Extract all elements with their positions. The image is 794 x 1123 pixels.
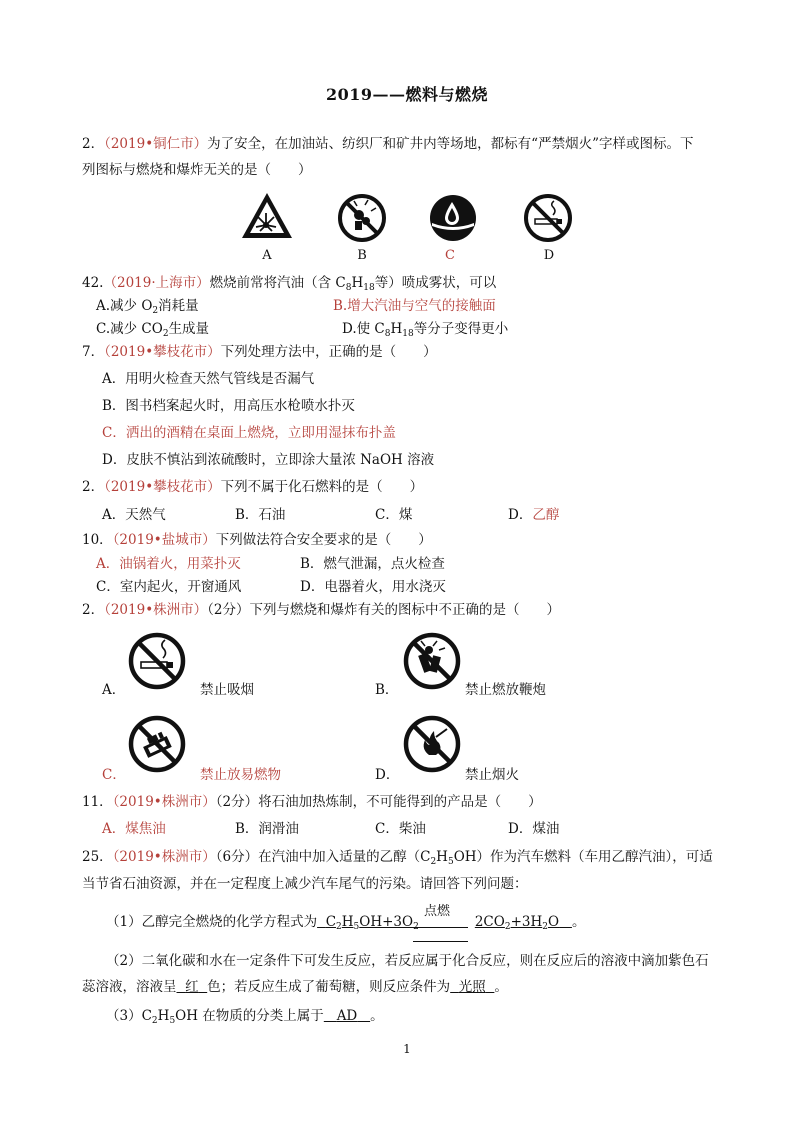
question-4-option-b: B．石油: [235, 507, 286, 523]
question-2-option-d: D.使 $C_8H_{18}$等分子变得更小: [342, 321, 509, 339]
question-3-option-a: A．用明火检查天然气管线是否漏气: [102, 371, 315, 387]
caption-no-smoking: 禁止吸烟: [200, 682, 254, 698]
question-7-option-c: C．柴油: [375, 821, 426, 837]
no-firecrackers-icon: [403, 632, 461, 690]
no-smoking-icon: [523, 193, 573, 243]
question-2-stem: 42.（2019·上海市）燃烧前常将汽油（含 $C_8H_{18}$等）喷成雾状，可以: [82, 275, 497, 293]
caption-no-flammables: 禁止放易燃物: [200, 767, 281, 783]
question-8-part-3: $(3)C_2H_5OH$ 在物质的分类上属于 AD 。: [106, 1008, 384, 1026]
question-3-option-c: C．洒出的酒精在桌面上燃烧，立即用湿抹布扑盖: [102, 425, 396, 441]
reaction-condition: 点燃: [424, 904, 451, 919]
option-label: A: [262, 248, 272, 263]
water-drop-saving-icon: [428, 193, 478, 243]
source-tag: （2019•铜仁市）: [104, 136, 208, 152]
page-title: 2019——燃料与燃烧: [325, 85, 489, 104]
question-8-stem-line-1: 25．（2019•株洲市）（6分）在汽油中加入适量的乙醇$(C_2H_5OH)$作为汽车燃料（车用乙醇汽油），可适: [82, 849, 713, 867]
question-5-option-a: A．油锅着火，用菜扑灭: [96, 556, 241, 572]
question-5-option-d: D．电器着火，用水浇灭: [300, 579, 446, 595]
question-4-stem: 2．（2019•攀枝花市）下列不属于化石燃料的是（ ）: [82, 479, 424, 495]
equation-answer: $C_2H_5OH+3O_2$ $2CO_2+3H_2O$: [325, 914, 560, 932]
explosive-warning-icon: [240, 191, 294, 241]
question-3-option-b: B．图书档案起火时，用高压水枪喷水扑灭: [102, 398, 355, 414]
question-7-option-a: A．煤焦油: [102, 821, 166, 837]
page-number: 1: [403, 1042, 411, 1056]
question-4-option-c: C．煤: [375, 507, 413, 523]
question-8-part-2-line-1: （2）二氧化碳和水在一定条件下可发生反应，若反应属于化合反应，则在反应后的溶液中滴加紫色石: [106, 953, 709, 969]
question-8-part-2-line-2: 蕊溶液，溶液呈 红 色；若反应生成了葡萄糖，则反应条件为 光照 。: [82, 979, 508, 995]
caption-no-open-flame: 禁止烟火: [465, 767, 519, 783]
no-open-flame-icon: [403, 715, 461, 773]
reaction-arrow-line-top: [413, 927, 468, 928]
question-6-option-b: B．: [375, 682, 399, 698]
question-1-line-2: 列图标与燃烧和爆炸无关的是（ ）: [82, 162, 312, 178]
question-2-option-b: B.增大汽油与空气的接触面: [333, 298, 496, 314]
question-5-option-c: C．室内起火，开窗通风: [96, 579, 242, 595]
question-5-stem: 10．（2019•盐城市）下列做法符合安全要求的是（ ）: [82, 532, 432, 548]
question-8-part-1: （1）乙醇完全燃烧的化学方程式为 $C_2H_5OH+3O_2$ $2CO_2+3H_2O$ 。: [106, 914, 586, 932]
question-5-option-b: B．燃气泄漏，点火检查: [300, 556, 445, 572]
reaction-arrow-line-bottom: [413, 941, 468, 942]
question-7-option-b: B．润滑油: [235, 821, 299, 837]
question-2-option-a: A.减少 $O_2$消耗量: [96, 298, 199, 316]
question-1-line-1: 2．（2019•铜仁市）为了安全，在加油站、纺织厂和矿井内等场地，都标有“严禁烟火”字样或图标。下: [82, 136, 694, 152]
option-label: B: [357, 248, 367, 263]
question-4-option-d: D．乙醇: [508, 507, 560, 523]
question-8-stem-line-2: 当节省石油资源，并在一定程度上减少汽车尾气的污染。请回答下列问题：: [82, 876, 528, 892]
question-7-option-d: D．煤油: [508, 821, 560, 837]
no-flammables-icon: [128, 715, 186, 773]
question-6-option-a: A．: [102, 682, 126, 698]
question-7-stem: 11．（2019•株洲市）（2分）将石油加热炼制，不可能得到的产品是（ ）: [82, 794, 542, 810]
no-smoking-icon: [128, 632, 186, 690]
question-6-stem: 2．（2019•株洲市）（2分）下列与燃烧和爆炸有关的图标中不正确的是（ ）: [82, 602, 561, 618]
no-fireworks-icon: [337, 193, 387, 243]
caption-no-firecrackers: 禁止燃放鞭炮: [465, 682, 546, 698]
question-3-stem: 7．（2019•攀枝花市）下列处理方法中，正确的是（ ）: [82, 344, 437, 360]
question-4-option-a: A．天然气: [102, 507, 166, 523]
option-label-answer: C: [445, 248, 455, 263]
question-3-option-d: D．皮肤不慎沾到浓硫酸时，立即涂大量浓 NaOH 溶液: [102, 452, 435, 468]
question-6-option-c: C．: [102, 767, 126, 783]
question-2-option-c: C.减少 $CO_2$生成量: [96, 321, 210, 339]
option-label: D: [543, 248, 555, 263]
question-6-option-d: D．: [375, 767, 400, 783]
